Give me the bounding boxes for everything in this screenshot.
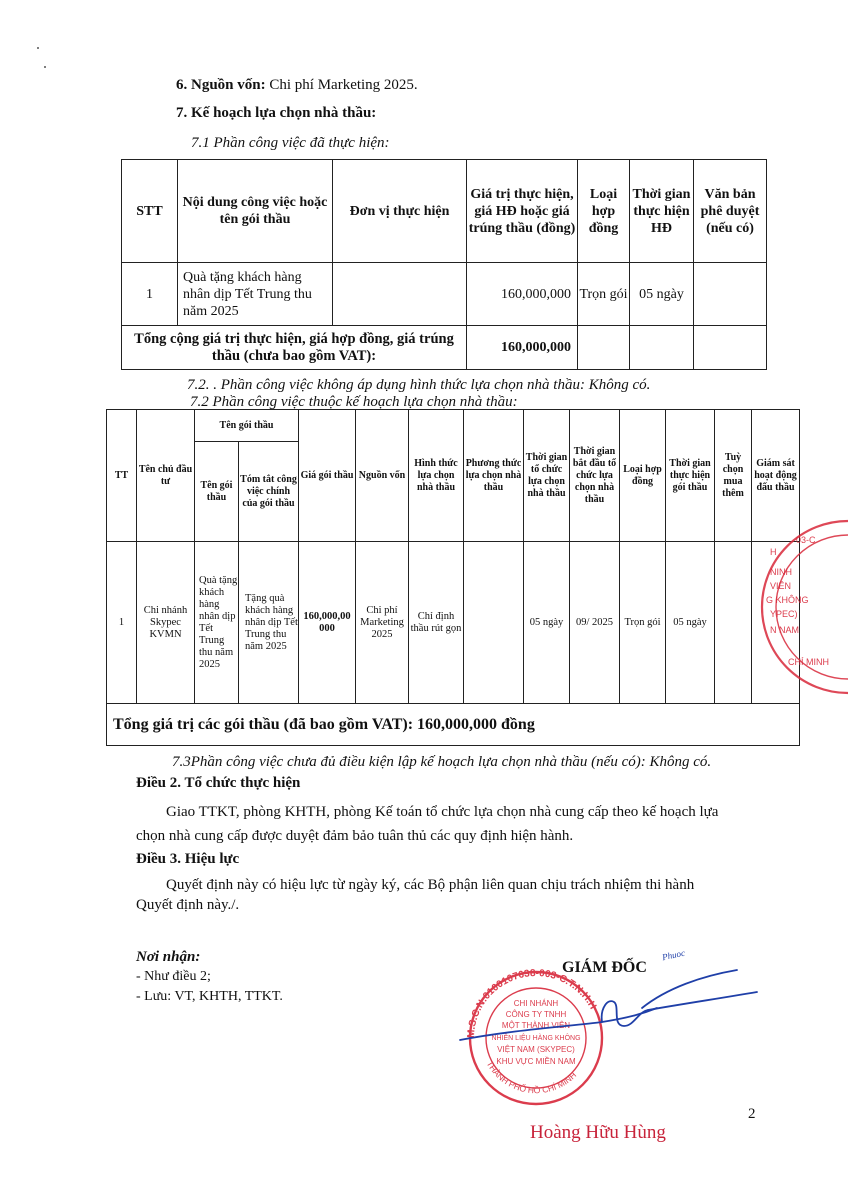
table-header-row [122,160,767,263]
seal-bottom-text: THÀNH PHỐ HỒ CHÍ MINH [484,1059,579,1096]
cell-start-time: 09/ 2025 [570,542,620,704]
seal-text: CHI NHÁNH [513,999,559,1008]
header-duration: Thời gian thực hiện HĐ [630,160,694,263]
cell-selection-time: 05 ngày [524,542,570,704]
header-stt: STT [122,160,178,263]
header-option: Tuỳ chọn mua thêm [715,410,752,542]
article-3-text: Quyết định này./. [136,897,240,913]
scan-speck [37,47,39,49]
article-2-text: Giao TTKT, phòng KHTH, phòng Kế toán tổ chức lựa chọn nhà cung cấp theo kế hoạch lựa [166,804,719,820]
header-package-group: Tên gói thầu [195,410,299,442]
total-empty-cell [578,326,630,370]
header-approval: Văn bản phê duyệt (nếu có) [694,160,767,263]
article-3-text: Quyết định này có hiệu lực từ ngày ký, các Bộ phận liên quan chịu trách nhiệm thi hành [166,877,695,893]
cell-contract-type: Trọn gói [578,263,630,326]
recipient-item: - Lưu: VT, KHTH, TTKT. [136,989,283,1004]
section-7-2-not-applicable: 7.2. . Phần công việc không áp dụng hình thức lựa chọn nhà thầu: Không có. [187,377,651,393]
section-6 [176,76,418,94]
section-6-label: 6. Nguồn vốn: [176,77,266,93]
header-tt: TT [107,410,137,542]
recipient-item: - Như điều 2; [136,969,211,984]
header-unit: Đơn vị thực hiện [333,160,467,263]
cell-source: Chi phí Marketing 2025 [356,542,409,704]
stamp-partial-icon [758,515,848,695]
section-7-1-heading: 7.1 Phần công việc đã thực hiện: [191,135,390,151]
header-monitoring: Giám sát hoạt động đấu thầu [752,410,800,542]
cell-method [464,542,524,704]
cell-value: 160,000,000 [467,263,578,326]
signer-name: Hoàng Hữu Hùng [530,1122,666,1143]
header-summary: Tóm tắt công việc chính của gói thầu [239,442,299,542]
company-seal-icon [452,968,772,1108]
total-label: Tổng cộng giá trị thực hiện, giá hợp đồng, giá trúng thầu (chưa bao gồm VAT): [122,326,467,370]
seal-ring-text: M.S.C.N:0100107638-003-C.T.N.H.H [465,968,599,1039]
header-contract-type: Loại hợp đồng [620,410,666,542]
header-duration: Thời gian thực hiện gói thầu [666,410,715,542]
header-start-time: Thời gian bắt đầu tổ chức lựa chọn nhà thầu [570,410,620,542]
total-value: 160,000,000 [467,326,578,370]
article-3-heading: Điều 3. Hiệu lực [136,851,240,867]
table-total-row [122,326,767,370]
tender-plan-table [106,409,800,746]
header-selection-time: Thời gian tổ chức lựa chọn nhà thầu [524,410,570,542]
header-method: Phương thức lựa chọn nhà thầu [464,410,524,542]
section-7-3: 7.3Phần công việc chưa đủ điều kiện lập kế hoạch lựa chọn nhà thầu (nếu có): Không có. [172,754,712,770]
cell-summary: Tặng quà khách hàng nhân dịp Tết Trung thu năm 2025 [239,542,299,704]
cell-option [715,542,752,704]
seal-text: MỘT THÀNH VIÊN [501,1021,571,1030]
header-form: Hình thức lựa chọn nhà thầu [409,410,464,542]
page-number: 2 [748,1106,756,1122]
stamp-text: 03-C [796,535,816,545]
seal-text: VIỆT NAM (SKYPEC) [497,1045,575,1054]
signature-title: GIÁM ĐỐC [562,959,647,976]
scan-speck [44,66,46,68]
seal-text: CÔNG TY TNHH [505,1010,567,1019]
stamp-text: CHÍ MINH [788,657,829,667]
cell-price: 160,000,00000 [299,542,356,704]
table-row [107,542,800,704]
cell-approval [694,263,767,326]
executed-work-table [121,159,767,370]
tender-total: Tổng giá trị các gói thầu (đã bao gồm VAT): 160,000,000 đồng [107,704,800,746]
cell-form: Chỉ định thầu rút gọn [409,542,464,704]
section-6-value: Chi phí Marketing 2025. [265,77,418,93]
section-7-2-heading: 7.2 Phần công việc thuộc kế hoạch lựa chọn nhà thầu: [190,394,518,410]
cell-duration: 05 ngày [666,542,715,704]
cell-unit [333,263,467,326]
stamp-text: G KHÔNG [766,595,809,605]
signature-initials: Phuoc [661,947,686,963]
stamp-text: YPEC) [770,609,798,619]
header-package-name: Tên gói thầu [195,442,239,542]
header-price: Giá gói thầu [299,410,356,542]
cell-tt: 1 [107,542,137,704]
stamp-text: NINH [770,567,792,577]
stamp-text: VIÊN [770,581,792,591]
cell-duration: 05 ngày [630,263,694,326]
cell-owner: Chi nhánh Skypec KVMN [137,542,195,704]
total-empty-cell [630,326,694,370]
total-empty-cell [694,326,767,370]
article-2-text: chọn nhà cung cấp được duyệt đảm bảo tuân thủ các quy định hiện hành. [136,828,574,844]
section-7-heading: 7. Kế hoạch lựa chọn nhà thầu: [176,105,377,121]
table-row [122,263,767,326]
table-total-row [107,704,800,746]
article-2-heading: Điều 2. Tổ chức thực hiện [136,775,301,791]
seal-text: NHIÊN LIỆU HÀNG KHÔNG [491,1035,581,1042]
header-source: Nguồn vốn [356,410,409,542]
stamp-text: N NAM [770,625,799,635]
table-header-row [107,410,800,442]
header-owner: Tên chủ đầu tư [137,410,195,542]
header-value: Giá trị thực hiện, giá HĐ hoặc giá trúng thầu (đồng) [467,160,578,263]
header-contract-type: Loại hợp đồng [578,160,630,263]
cell-stt: 1 [122,263,178,326]
cell-contract-type: Trọn gói [620,542,666,704]
header-content: Nội dung công việc hoặc tên gói thầu [178,160,333,263]
cell-content: Quà tặng khách hàng nhân dịp Tết Trung thu năm 2025 [178,263,333,326]
stamp-text: H [770,547,777,557]
seal-text: KHU VỰC MIỀN NAM [496,1057,576,1066]
recipients-heading: Nơi nhận: [136,949,201,965]
cell-package-name: Quà tặng khách hàng nhân dịp Tết Trung thu năm 2025 [195,542,239,704]
